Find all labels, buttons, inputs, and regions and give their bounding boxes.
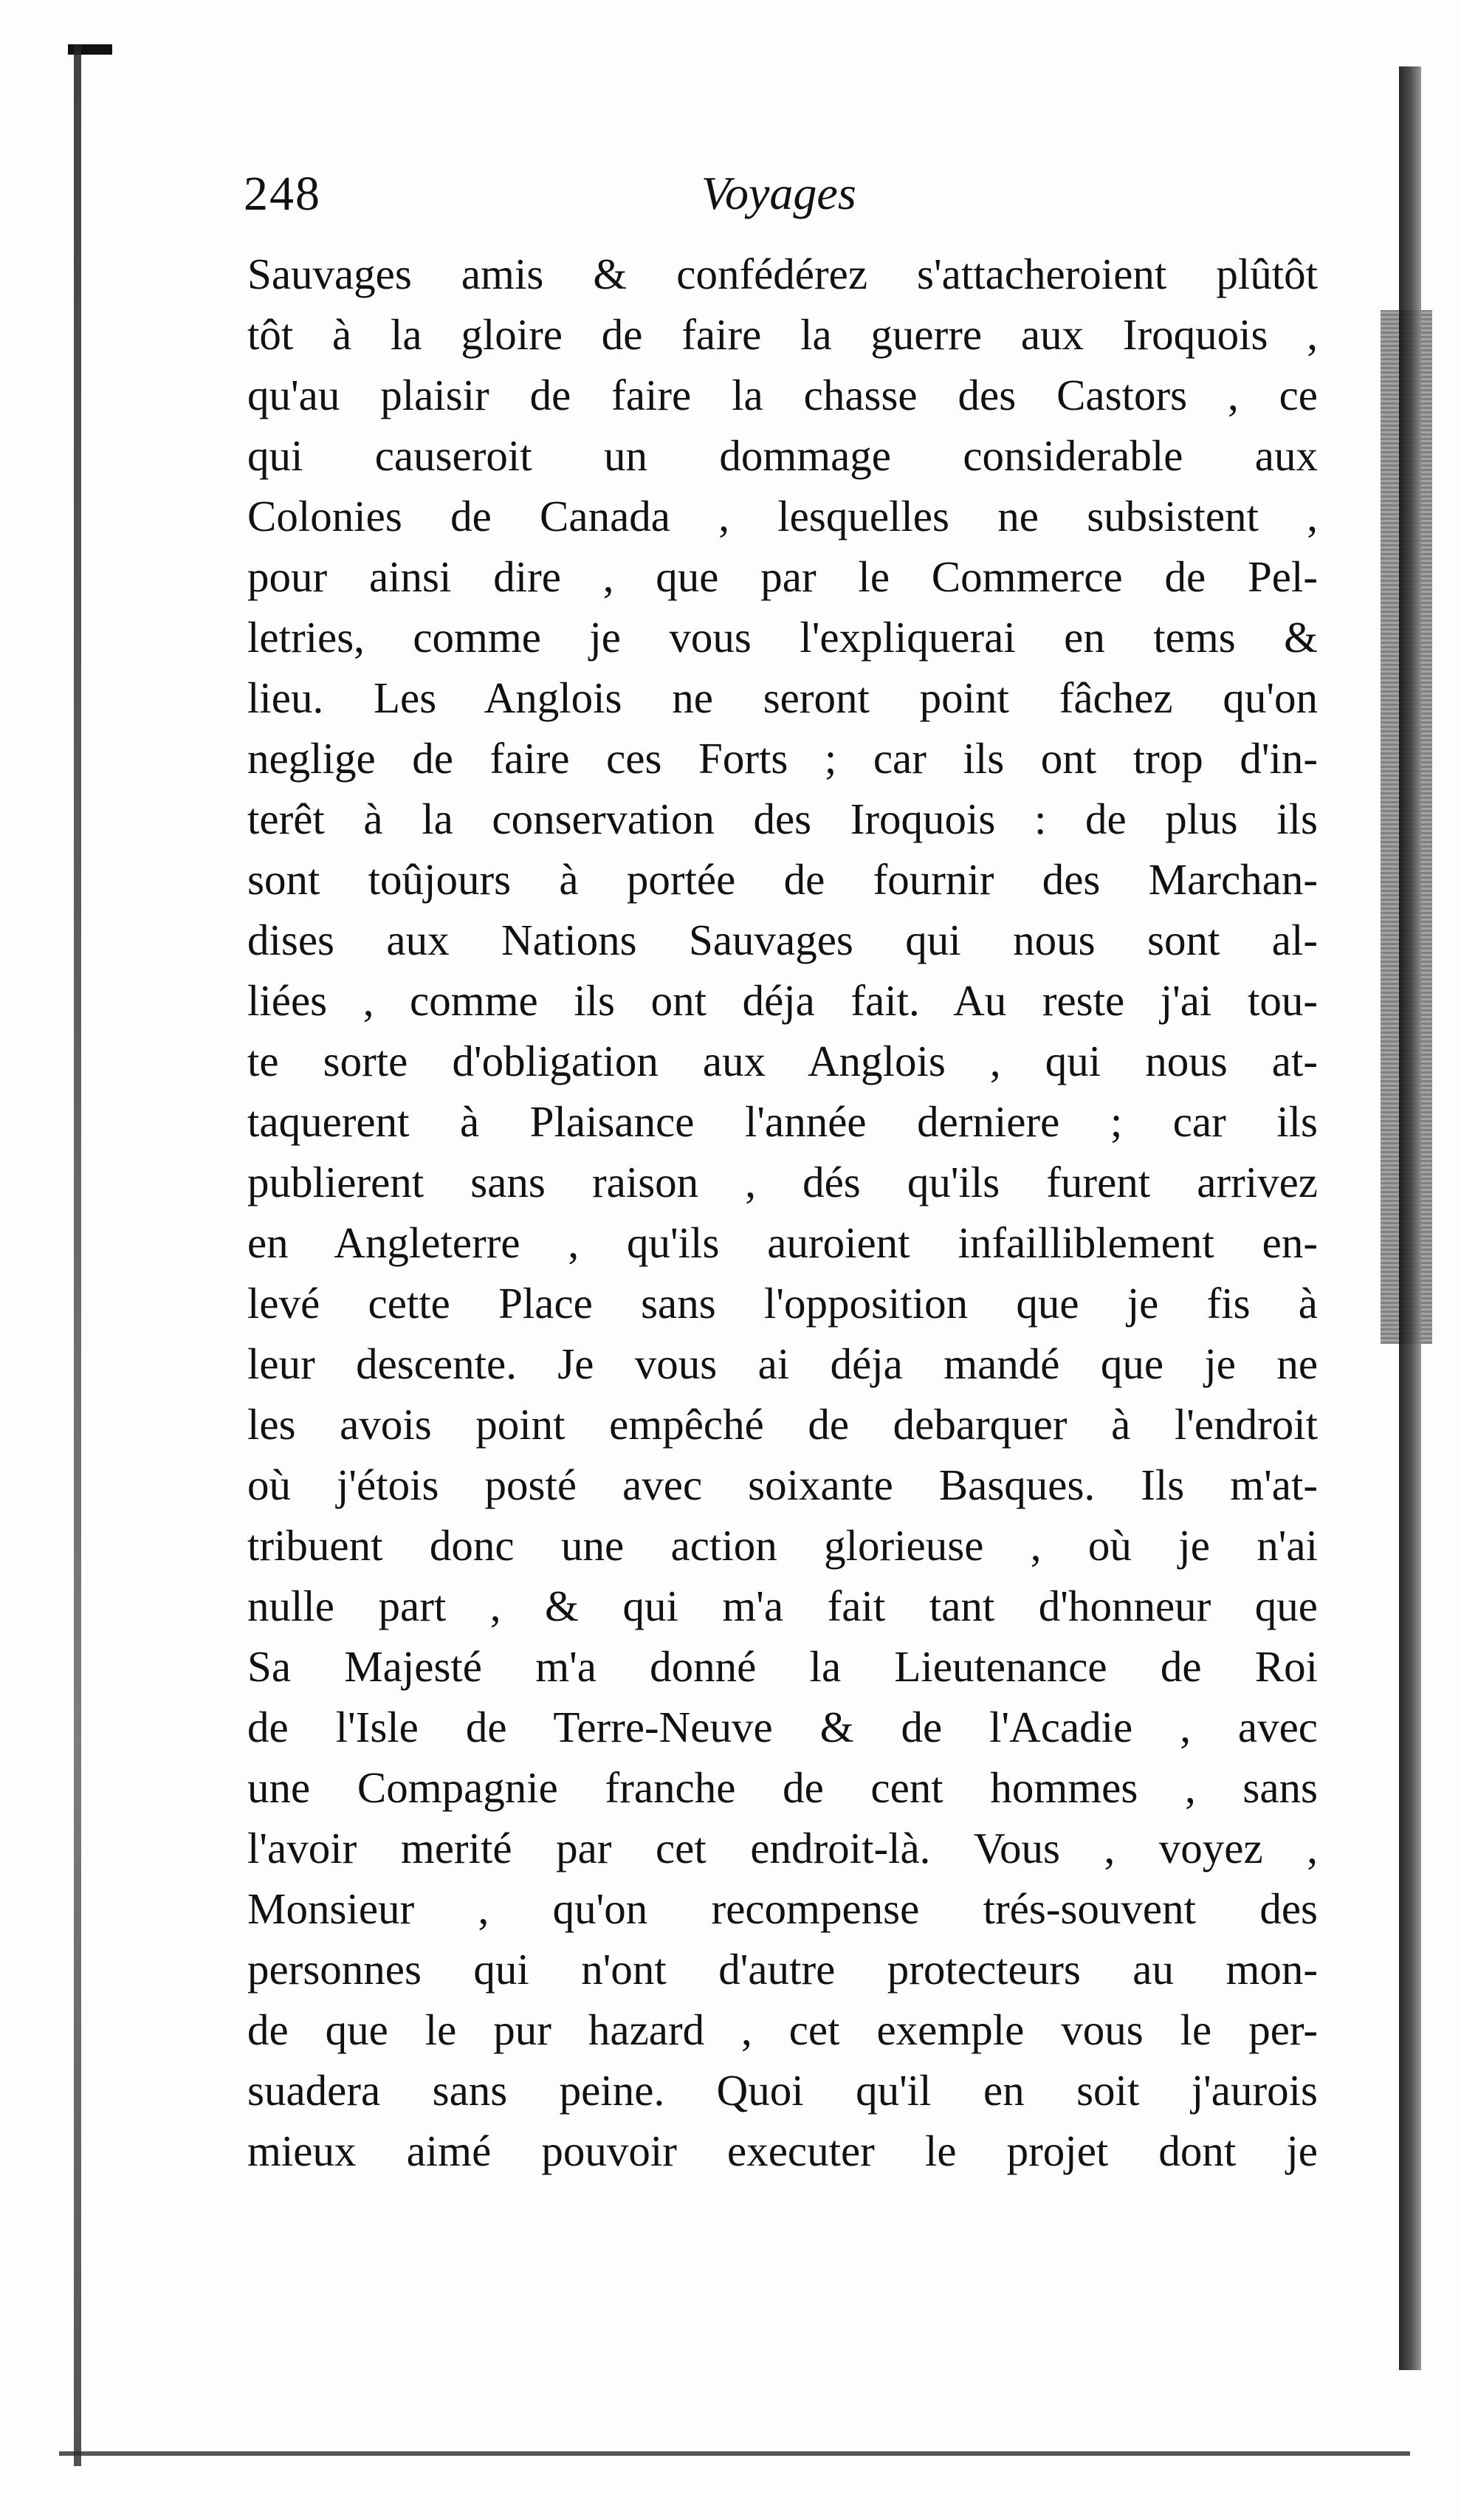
text-line: tôt à la gloire de faire la guerre aux Iroquois , [247,310,1318,359]
text-line: les avois point empêché de debarquer à l'endroit [247,1400,1318,1449]
text-line: levé cette Place sans l'opposition que je fis à [247,1279,1318,1328]
text-line: terêt à la conservation des Iroquois : de plus ils [247,794,1318,843]
text-line: Monsieur , qu'on recompense trés-souvent des [247,1884,1318,1933]
text-line: une Compagnie franche de cent hommes , sans [247,1763,1318,1812]
text-line: taquerent à Plaisance l'année derniere ; car ils [247,1097,1318,1146]
text-line: dises aux Nations Sauvages qui nous sont al- [247,916,1318,964]
text-line: lieu. Les Anglois ne seront point fâchez qu'on [247,673,1318,722]
text-line: neglige de faire ces Forts ; car ils ont trop d'in- [247,734,1318,783]
text-line: tribuent donc une action glorieuse , où je n'ai [247,1521,1318,1570]
scan-edge-left [74,44,81,2466]
text-line: letries, comme je vous l'expliquerai en tems & [247,613,1318,662]
scan-edge-bottom [59,2451,1410,2456]
text-line: personnes qui n'ont d'autre protecteurs au mon- [247,1945,1318,1994]
text-line: Sauvages amis & confédérez s'attacheroient plûtôt [247,250,1318,298]
text-line: en Angleterre , qu'ils auroient infailliblement en- [247,1218,1318,1267]
text-line: nulle part , & qui m'a fait tant d'honneur que [247,1582,1318,1630]
text-line: mieux aimé pouvoir executer le projet dont je [247,2126,1318,2175]
scan-edge-right [1399,66,1421,2370]
text-line: publierent sans raison , dés qu'ils furent arrivez [247,1158,1318,1206]
text-line: leur descente. Je vous ai déja mandé que je ne [247,1339,1318,1388]
text-line: te sorte d'obligation aux Anglois , qui nous at- [247,1037,1318,1085]
text-line: suadera sans peine. Quoi qu'il en soit j'aurois [247,2066,1318,2115]
text-line: pour ainsi dire , que par le Commerce de Pel- [247,552,1318,601]
page-number: 248 [244,167,321,221]
text-line: Colonies de Canada , lesquelles ne subsistent , [247,492,1318,540]
text-line: Sa Majesté m'a donné la Lieutenance de Roi [247,1642,1318,1691]
body-text [247,244,1318,2181]
running-head: Voyages [701,167,856,219]
page-header [244,166,1321,240]
text-line: sont toûjours à portée de fournir des Marchan- [247,855,1318,904]
text-line: de l'Isle de Terre-Neuve & de l'Acadie , avec [247,1703,1318,1751]
text-line: l'avoir merité par cet endroit-là. Vous , voyez , [247,1824,1318,1872]
text-line: qu'au plaisir de faire la chasse des Castors , ce [247,371,1318,419]
text-line: qui causeroit un dommage considerable aux [247,431,1318,480]
text-line: où j'étois posté avec soixante Basques. Ils m'at- [247,1460,1318,1509]
text-line: liées , comme ils ont déja fait. Au reste j'ai tou- [247,976,1318,1025]
text-line: de que le pur hazard , cet exemple vous le per- [247,2005,1318,2054]
